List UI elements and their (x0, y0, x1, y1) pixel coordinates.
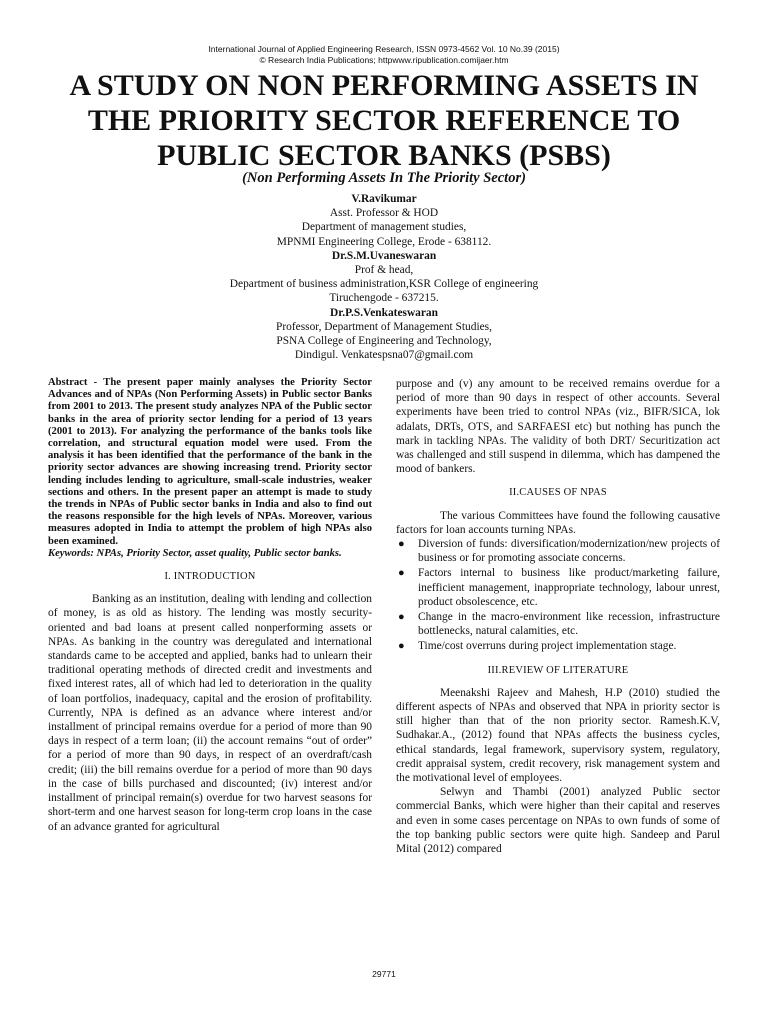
author-name: Dr.P.S.Venkateswaran (330, 306, 438, 319)
introduction-text: Banking as an institution, dealing with lending and collection of money, is as old as history. The lending was mostly security- oriented and bad loans at present called nonperforming assets or NPAs. As banking in the country was deregulated and international standards came to be accepted and applied, banks had to unlearn their traditional operating methods of directed credit and investments and fixed interest rates, all of which had led to deterioration in the quality of loan portfolios, inadequacy, capital and the erosion of profitability. Currently, NPA is defined as an advance where interest and/or installment of principal remains overdue for a period of more than 90 days in respect of a term loan; (ii) the account remains “out of order” for a period of more than 90 days, in respect of an overdraft/cash credit; (iii) the bill remains overdue for a period of more than 90 days in the case of bills purchased and discounted; (iv) interest and/or installment of principal remain(s) overdue for two harvest seasons for short-term and one harvest season for long-term crop loans in the case of an advance granted for agricultural (48, 593, 372, 833)
author-affiliation-line: Professor, Department of Management Studies, (276, 320, 492, 333)
author-affiliation-line: Department of business administration,KSR College of engineering (229, 278, 539, 291)
paper-subtitle: (Non Performing Assets In The Priority Sector) (242, 170, 526, 186)
review-paragraph-2: Selwyn and Thambi (2001) analyzed Public sector commercial Banks, which were higher than their capital and reserves and even in some cases percentage on NPAs to own funds of some of the top banking public sectors were quite high. Sandeep and Parul Mital (2012) compared (396, 786, 720, 856)
list-item (396, 537, 720, 565)
author-affiliation-line: Asst. Professor & HOD (329, 207, 439, 220)
author-affiliation-line: Department of management studies, (301, 221, 467, 234)
review-paragraph-1: Meenakshi Rajeev and Mahesh, H.P (2010) studied the different aspects of NPAs and observed that NPA in priority sector is still higher than that of the non priority sector. Ramesh.K.V, Sudhakar.A., (2012) found that NPAs affects the business cycles, ethical standards, legal framework, supervisory system, regulatory, credit appraisal system, credit recovery, risk management system and the motivational level of employees. (396, 686, 720, 785)
abstract: Abstract - The present paper mainly analyses the Priority Sector Advances and of NPAs (Non Performing Assets) in Public sector Banks from 2001 to 2013. The present study analyzes NPA of the Public sector banks in the area of priority sector lending for a period of 13 years (2001 to 2013). For analyzing the performance of the banks tools like correlation, and structural equation model were used. From the analysis it has been identified that the performance of the bank in the priority sector advances are showing increasing trend. Priority sector lending includes lending to agriculture, small-scale industries, weaker sections and others. In the present paper an attempt is made to study the trends in NPAs of Public sector banks in India and also to find out the reasons responsible for the high levels of NPAs. Moreover, various measures adopted in India to attempt the problem of high NPAs also been examined. (48, 377, 372, 547)
keywords: Keywords: NPAs, Priority Sector, asset quality, Public sector banks. (48, 547, 342, 559)
author-affiliation-line: PSNA College of Engineering and Technology, (276, 335, 492, 348)
author-affiliation-line: Tiruchengode - 637215. (329, 292, 439, 305)
paper-title: A STUDY ON NON PERFORMING ASSETS IN THE PRIORITY SECTOR REFERENCE TO PUBLIC SECTOR BANKS (PSBS) (69, 69, 699, 172)
list-item (396, 610, 720, 638)
right-column (396, 377, 720, 856)
causes-intro-text: The various Committees have found the following causative factors for loan accounts turning NPAs. (396, 509, 720, 536)
journal-header-line1: International Journal of Applied Engineering Research, ISSN 0973-4562 Vol. 10 No.39 (2015) (208, 44, 560, 54)
section-heading-introduction: I. INTRODUCTION (164, 571, 256, 583)
section-heading-review: III.REVIEW OF LITERATURE (487, 664, 629, 676)
bullet-icon: ● (398, 640, 405, 653)
list-item (396, 566, 720, 609)
list-item-text: Diversion of funds: diversification/modernization/new projects of business or for promoting associate concerns. (418, 538, 720, 565)
author-name: V.Ravikumar (351, 193, 417, 205)
introduction-continued-text: purpose and (v) any amount to be received remains overdue for a period of more than 90 days in respect of other accounts. Several experiments have been tried to control NPAs (viz., BIFR/SICA, lok adalats, DRTs, OTS, and SARFAESI etc) but nothing has punch the mark in tackling NPAs. The validity of both DRT/ Securitization act was challenged and still suspend in dilemma, which has dampened the mood of bankers. (396, 378, 720, 476)
author-affiliation-line: Prof & head, (354, 264, 414, 277)
list-item-text: Factors internal to business like product/marketing failure, inefficient management, inappropriate technology, labour unrest, product obsolescence, etc. (418, 567, 720, 608)
bullet-icon: ● (398, 538, 405, 551)
left-column (48, 377, 372, 834)
author-block (0, 192, 768, 362)
causes-list (396, 537, 720, 654)
author-affiliation-line: Dindigul. Venkatespsna07@gmail.com (294, 349, 474, 362)
bullet-icon: ● (398, 611, 405, 624)
list-item-text: Time/cost overruns during project implementation stage. (418, 640, 677, 653)
journal-header (0, 44, 768, 66)
section-heading-causes: II.CAUSES OF NPAS (509, 487, 607, 499)
page-number: 29771 (372, 969, 396, 979)
author-name: Dr.S.M.Uvaneswaran (331, 249, 437, 262)
journal-header-line2: © Research India Publications; httpwww.ripublication.comijaer.htm (259, 55, 509, 65)
author-affiliation-line: MPNMI Engineering College, Erode - 638112. (276, 235, 492, 248)
bullet-icon: ● (398, 567, 405, 580)
list-item (396, 639, 720, 653)
list-item-text: Change in the macro-environment like recession, infrastructure bottlenecks, natural calamities, etc. (418, 611, 720, 638)
